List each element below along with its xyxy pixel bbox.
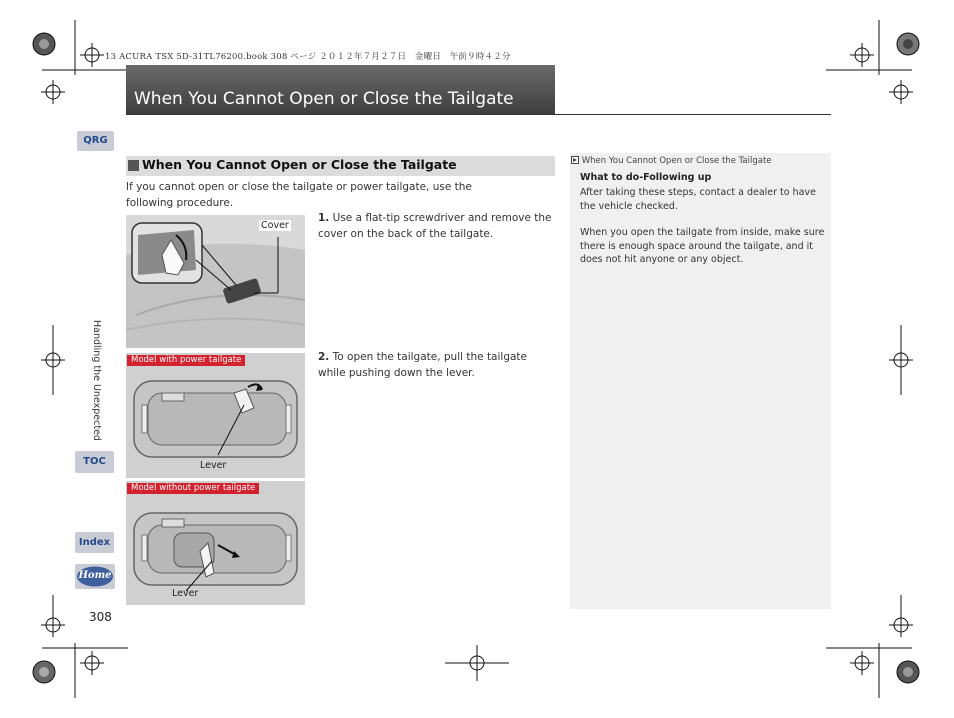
index-tab[interactable]: Index xyxy=(75,532,114,553)
manual-tailgate-figure xyxy=(126,481,305,605)
cover-figure xyxy=(126,215,305,348)
cross-reference-icon xyxy=(571,156,579,164)
sidebar-paragraph-2: When you open the tailgate from inside, make sure there is enough space around the tailgate, and it does not hit anyone or any object. xyxy=(580,227,825,265)
home-label: Home xyxy=(78,570,112,581)
power-tailgate-figure xyxy=(126,353,305,478)
step-1 xyxy=(318,210,554,242)
sidebar-paragraph-1: After taking these steps, contact a dealer to have the vehicle checked. xyxy=(580,187,816,212)
section-heading xyxy=(126,156,555,176)
sidebar-reference xyxy=(571,156,772,166)
page-number: 308 xyxy=(89,610,112,624)
section-heading-text: When You Cannot Open or Close the Tailgate xyxy=(142,157,457,172)
manual-tailgate-lever-illustration xyxy=(126,481,305,605)
cover-label: Cover xyxy=(261,220,289,231)
power-tailgate-tag: Model with power tailgate xyxy=(127,355,245,366)
sidebar-panel xyxy=(570,153,831,609)
sidebar-reference-text: When You Cannot Open or Close the Tailgate xyxy=(581,156,772,166)
step-1-number: 1. xyxy=(318,212,330,224)
intro-text: If you cannot open or close the tailgate or power tailgate, use the following procedure. xyxy=(126,181,472,209)
tailgate-cover-illustration xyxy=(126,215,305,348)
qrg-tab[interactable]: QRG xyxy=(77,131,114,151)
sidebar-heading: What to do-Following up xyxy=(580,172,712,183)
power-lever-label: Lever xyxy=(200,460,227,471)
toc-tab[interactable]: TOC xyxy=(75,451,114,473)
square-bullet-icon xyxy=(128,160,139,171)
title-rule xyxy=(126,114,831,115)
print-info-line: 13 ACURA TSX 5D-31TL76200.book 308 ページ ２０１２年７月２７日 金曜日 午前９時４２分 xyxy=(105,52,511,62)
step-2-number: 2. xyxy=(318,351,330,363)
step-2-text: To open the tailgate, pull the tailgate while pushing down the lever. xyxy=(318,351,528,379)
step-2 xyxy=(318,349,554,381)
section-label: Handling the Unexpected xyxy=(91,320,102,441)
manual-lever-label: Lever xyxy=(172,588,199,599)
home-tab[interactable] xyxy=(75,564,115,589)
step-1-text: Use a flat-tip screwdriver and remove the cover on the back of the tailgate. xyxy=(318,212,552,240)
page-title: When You Cannot Open or Close the Tailgate xyxy=(134,89,514,109)
manual-tailgate-tag: Model without power tailgate xyxy=(127,483,259,494)
